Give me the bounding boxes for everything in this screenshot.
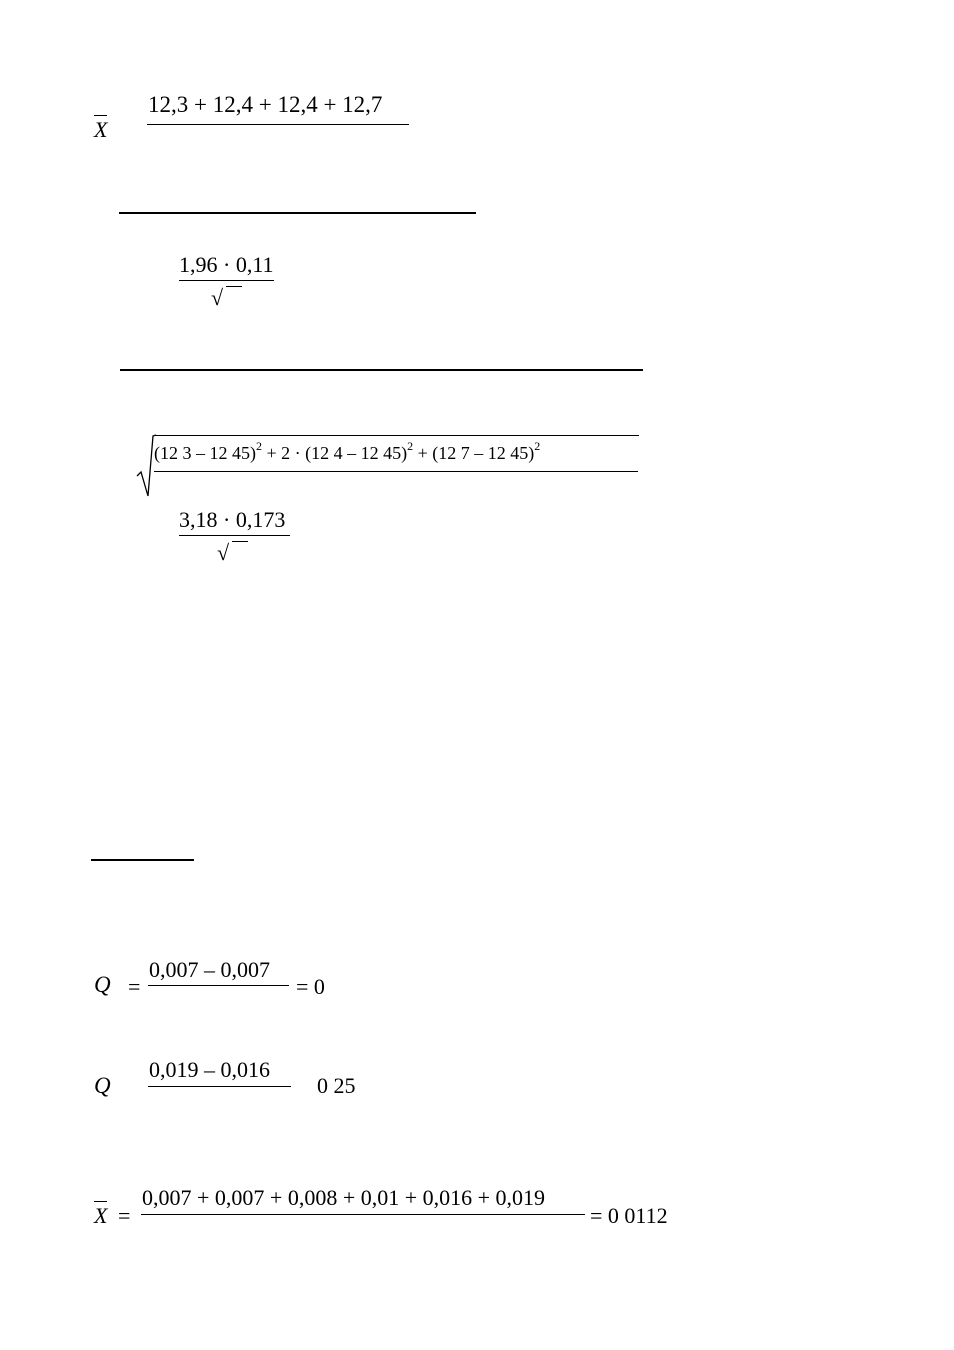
horizontal-rule xyxy=(120,369,643,371)
sqrt-icon: √ xyxy=(211,285,224,310)
sqrt-vinculum xyxy=(232,541,248,542)
mean-1-numerator: 12,3 + 12,4 + 12,4 + 12,7 xyxy=(148,92,383,117)
horizontal-rule xyxy=(119,212,476,214)
fraction-bar xyxy=(147,124,409,125)
q-test-2-numerator: 0,019 – 0,016 xyxy=(149,1057,270,1082)
fraction-bar xyxy=(141,1214,585,1215)
term-2: + 2 · (12 4 – 12 45) xyxy=(262,443,408,463)
fraction-bar xyxy=(148,1086,291,1087)
x-bar-symbol: X xyxy=(94,117,108,142)
sqrt-vinculum xyxy=(226,286,242,287)
equals-sign: = xyxy=(118,1203,131,1228)
sqrt-icon: √ xyxy=(217,540,230,565)
q-test-2-result: 0 25 xyxy=(317,1073,356,1098)
fraction-bar xyxy=(179,280,274,281)
exponent: 2 xyxy=(534,439,541,453)
term-3: + (12 7 – 12 45) xyxy=(413,443,535,463)
x-bar-symbol: X xyxy=(94,1203,108,1228)
q-symbol: Q xyxy=(94,1073,111,1098)
sqrt-sign-icon xyxy=(136,434,156,498)
equals-sign: = xyxy=(128,974,141,999)
exponent: 2 xyxy=(407,439,414,453)
confidence-2-numerator: 3,18 · 0,173 xyxy=(179,507,286,532)
fraction-bar xyxy=(148,985,289,986)
exponent: 2 xyxy=(256,439,262,453)
q-test-1-numerator: 0,007 – 0,007 xyxy=(149,957,270,982)
sqrt-vinculum xyxy=(155,435,639,436)
term-1: (12 3 – 12 45) xyxy=(154,443,256,463)
mean-2-result: = 0 0112 xyxy=(590,1203,668,1228)
confidence-1-numerator: 1,96 · 0,11 xyxy=(179,252,274,277)
std-radicand xyxy=(154,439,541,464)
q-symbol: Q xyxy=(94,972,111,997)
q-test-1-result: = 0 xyxy=(296,974,325,999)
mean-2-numerator: 0,007 + 0,007 + 0,008 + 0,01 + 0,016 + 0,019 xyxy=(142,1185,546,1210)
horizontal-rule xyxy=(91,859,194,861)
fraction-bar xyxy=(154,471,638,472)
fraction-bar xyxy=(179,535,290,536)
